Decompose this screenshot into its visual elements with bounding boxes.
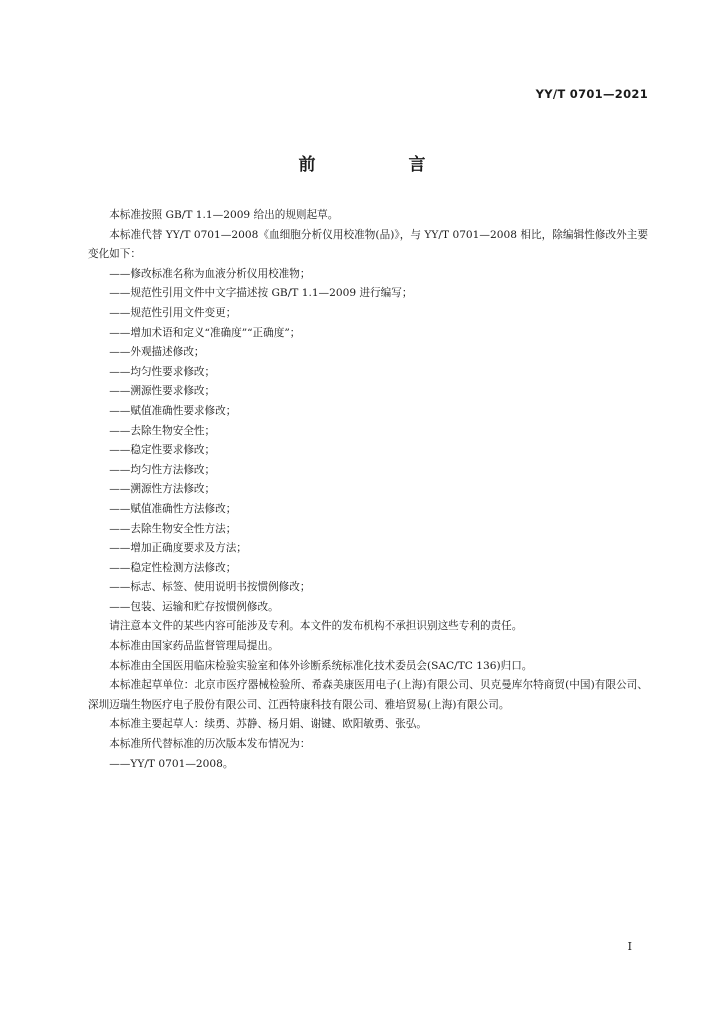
document-body	[88, 206, 648, 774]
list-item: ——赋值准确性要求修改；	[109, 404, 237, 417]
list-item: ——赋值准确性方法修改；	[109, 502, 237, 515]
list-item: ——包装、运输和贮存按惯例修改。	[109, 600, 279, 613]
list-item: ——稳定性要求修改；	[109, 444, 216, 457]
list-item: ——溯源性要求修改；	[109, 385, 216, 398]
paragraph: 本标准由国家药品监督管理局提出。	[109, 640, 279, 653]
list-item: ——均匀性方法修改；	[109, 463, 216, 476]
list-item: ——均匀性要求修改；	[109, 365, 216, 378]
paragraph: 本标准按照 GB/T 1.1—2009 给出的规则起草。	[109, 209, 339, 221]
list-item: ——稳定性检测方法修改；	[109, 561, 237, 574]
standard-code: YY/T 0701—2021	[535, 87, 648, 101]
paragraph: 本标准由全国医用临床检验实验室和体外诊断系统标准化技术委员会(SAC/TC 136)归口。	[109, 659, 533, 672]
list-item: ——增加正确度要求及方法；	[109, 542, 247, 555]
list-item: ——标志、标签、使用说明书按惯例修改；	[109, 581, 311, 594]
list-item: ——溯源性方法修改；	[109, 483, 216, 496]
page-title: 前 言	[298, 155, 464, 175]
list-item: ——去除生物安全性方法；	[109, 522, 237, 535]
paragraph: 请注意本文件的某些内容可能涉及专利。本文件的发布机构不承担识别这些专利的责任。	[109, 620, 523, 633]
paragraph: 本标准代替 YY/T 0701—2008《血细胞分析仪用校准物(品)》，与 YY/T 0701—2008 相比，除编辑性修改外主要变化如下：	[88, 228, 648, 261]
list-item: ——去除生物安全性；	[109, 424, 216, 437]
paragraph: 本标准主要起草人：续勇、苏静、杨月娟、谢键、欧阳敏勇、张弘。	[109, 718, 427, 731]
list-item: ——修改标准名称为血液分析仪用校准物；	[109, 267, 311, 280]
list-item: ——增加术语和定义“准确度”“正确度”；	[109, 326, 301, 339]
list-item: ——规范性引用文件中文字描述按 GB/T 1.1—2009 进行编写；	[109, 287, 413, 300]
paragraph: 本标准起草单位：北京市医疗器械检验所、希森美康医用电子(上海)有限公司、贝克曼库尔特商贸(中国)有限公司、深圳迈瑞生物医疗电子股份有限公司、江西特康科技有限公司、雅培贸易(上海)有限公司。	[88, 679, 648, 711]
list-item: ——YY/T 0701—2008。	[109, 757, 234, 770]
list-item: ——规范性引用文件变更；	[109, 306, 237, 319]
page-number: I	[627, 940, 632, 953]
paragraph: 本标准所代替标准的历次版本发布情况为：	[109, 738, 311, 751]
list-item: ——外观描述修改；	[109, 346, 205, 359]
